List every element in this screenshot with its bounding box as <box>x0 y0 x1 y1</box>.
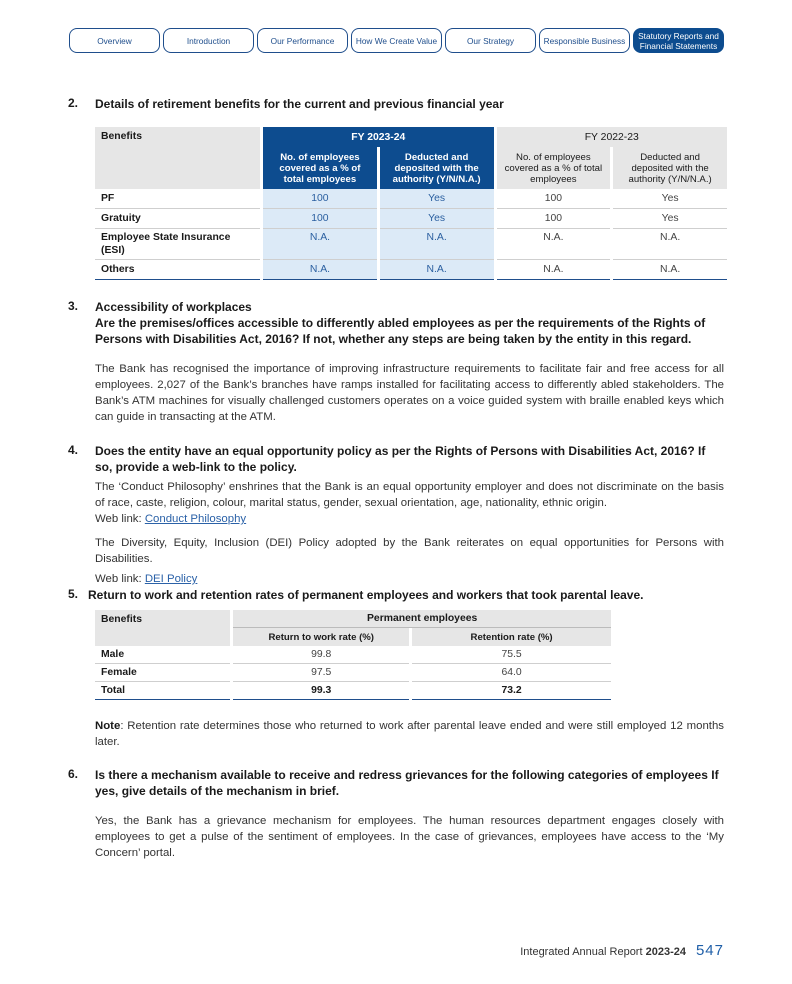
section-title: Accessibility of workplaces <box>95 300 252 314</box>
table-cell: Yes <box>380 189 494 209</box>
section-number: 4. <box>68 443 79 457</box>
table-cell: N.A. <box>613 229 727 260</box>
section-number: 5. <box>68 587 79 601</box>
section-question: Does the entity have an equal opportunity policy as per the Rights of Persons with Disabilities Act, 2016? If so, provide a web-link to the policy. <box>95 444 706 474</box>
section-2 <box>68 96 724 112</box>
col-header-fy-current: FY 2023-24 <box>263 127 493 147</box>
row-label: Female <box>95 664 230 682</box>
dei-policy-link[interactable]: DEI Policy <box>144 573 198 585</box>
col-header-benefits: Benefits <box>95 610 230 646</box>
weblink-label: Web link: <box>95 573 145 585</box>
weblink-2 <box>95 571 724 587</box>
note-text <box>95 718 724 750</box>
weblink-1 <box>95 511 724 527</box>
page-number: 547 <box>695 942 724 959</box>
table-cell: 100 <box>263 209 377 229</box>
section-nav <box>69 28 724 53</box>
col-header-deducted-previous: Deducted and deposited with the authority (Y/N/N.A.) <box>613 147 727 189</box>
table-row <box>95 260 727 280</box>
dei-policy-text: The Diversity, Equity, Inclusion (DEI) Policy adopted by the Bank reiterates on equal opportunities for Persons with Disabilities. <box>95 537 724 565</box>
tab-statutory-line2: Financial Statements <box>639 40 718 51</box>
conduct-philosophy-text: The ‘Conduct Philosophy’ enshrines that the Bank is an equal opportunity employer and does not discriminate on the basis of race, caste, religion, colour, marital status, gender, sexual orientation, age, nationality, ethnic origin. <box>95 481 724 509</box>
table-cell: N.A. <box>497 229 611 260</box>
tab-statutory-line1: Statutory Reports and <box>638 30 719 41</box>
table-row <box>95 229 727 260</box>
conduct-philosophy-link[interactable]: Conduct Philosophy <box>144 513 247 525</box>
section-question: Is there a mechanism available to receive and redress grievances for the following categories of employees If yes, give details of the mechanism in brief. <box>95 768 719 798</box>
row-label: PF <box>95 189 260 209</box>
col-header-return-rate: Return to work rate (%) <box>233 628 409 646</box>
section-5 <box>68 587 724 603</box>
retirement-benefits-table <box>92 127 730 280</box>
table-cell: N.A. <box>380 260 494 280</box>
table-cell: N.A. <box>263 229 377 260</box>
section-answer: Yes, the Bank has a grievance mechanism for employees. The human resources department engages closely with employees to get a pulse of the sentiment of employees. In the case of grievances, employees have access to the ‘My Concern’ portal. <box>95 815 724 859</box>
col-header-covered-current: No. of employees covered as a % of total employees <box>263 147 377 189</box>
col-header-covered-previous: No. of employees covered as a % of total employees <box>497 147 611 189</box>
table-cell: 99.3 <box>233 682 409 700</box>
table-cell: 97.5 <box>233 664 409 682</box>
tab-how-we-create-value[interactable]: How We Create Value <box>351 28 442 53</box>
section-heading: Details of retirement benefits for the current and previous financial year <box>95 97 504 111</box>
tab-introduction[interactable]: Introduction <box>163 28 254 53</box>
tab-responsible-business[interactable]: Responsible Business <box>539 28 630 53</box>
col-header-deducted-current: Deducted and deposited with the authority (Y/N/N.A.) <box>380 147 494 189</box>
table-row <box>95 209 727 229</box>
section-answer: The Bank has recognised the importance of improving infrastructure requirements to facilitate fair and free access for all employees. 2,027 of the Bank’s branches have ramps installed for facilitating access to differently abled stakeholders. The Bank’s ATM machines for visually challenged customers operates on a voice guided system with braille enabled keys which can guide in transacting at the ATM. <box>95 363 724 423</box>
section-4 <box>68 443 724 587</box>
table-cell: N.A. <box>380 229 494 260</box>
table-cell: Yes <box>613 189 727 209</box>
section-heading: Return to work and retention rates of permanent employees and workers that took parental leave. <box>88 588 644 602</box>
section-question: Are the premises/offices accessible to differently abled employees as per the requirements of the Rights of Persons with Disabilities Act, 2016? If not, whether any steps are being taken by the entity in this regard. <box>95 316 706 346</box>
row-label: Total <box>95 682 230 700</box>
tab-overview[interactable]: Overview <box>69 28 160 53</box>
row-label: Gratuity <box>95 209 260 229</box>
section-number: 3. <box>68 299 79 313</box>
section-number: 2. <box>68 96 79 110</box>
table-cell: 100 <box>497 189 611 209</box>
table-cell: 100 <box>497 209 611 229</box>
section-3 <box>68 299 724 425</box>
parental-leave-table <box>92 610 614 700</box>
table-cell: N.A. <box>263 260 377 280</box>
table-row <box>95 682 611 700</box>
col-header-benefits: Benefits <box>95 127 260 189</box>
table-cell: 99.8 <box>233 646 409 664</box>
row-label: Employee State Insurance (ESI) <box>95 229 260 260</box>
table-cell: Yes <box>380 209 494 229</box>
page-footer <box>520 942 724 959</box>
table-cell: Yes <box>613 209 727 229</box>
col-header-retention-rate: Retention rate (%) <box>412 628 611 646</box>
tab-our-performance[interactable]: Our Performance <box>257 28 348 53</box>
col-header-fy-previous: FY 2022-23 <box>497 127 728 147</box>
table-cell: N.A. <box>613 260 727 280</box>
section-number: 6. <box>68 767 79 781</box>
table-cell: 64.0 <box>412 664 611 682</box>
section-6 <box>68 767 724 861</box>
report-year: 2023-24 <box>645 946 686 958</box>
table-cell: N.A. <box>497 260 611 280</box>
table-row <box>95 664 611 682</box>
report-title <box>520 946 686 958</box>
tab-our-strategy[interactable]: Our Strategy <box>445 28 536 53</box>
row-label: Others <box>95 260 260 280</box>
report-name: Integrated Annual Report <box>520 946 646 958</box>
col-header-permanent-employees: Permanent employees <box>233 610 611 628</box>
table-cell: 73.2 <box>412 682 611 700</box>
note-body: : Retention rate determines those who returned to work after parental leave ended and were still employed 12 months later. <box>95 720 724 748</box>
row-label: Male <box>95 646 230 664</box>
weblink-label: Web link: <box>95 513 145 525</box>
table-row <box>95 189 727 209</box>
note-block <box>68 718 724 750</box>
note-label: Note <box>95 720 121 732</box>
table-cell: 100 <box>263 189 377 209</box>
tab-statutory-reports[interactable] <box>633 28 724 53</box>
table-cell: 75.5 <box>412 646 611 664</box>
table-row <box>95 646 611 664</box>
